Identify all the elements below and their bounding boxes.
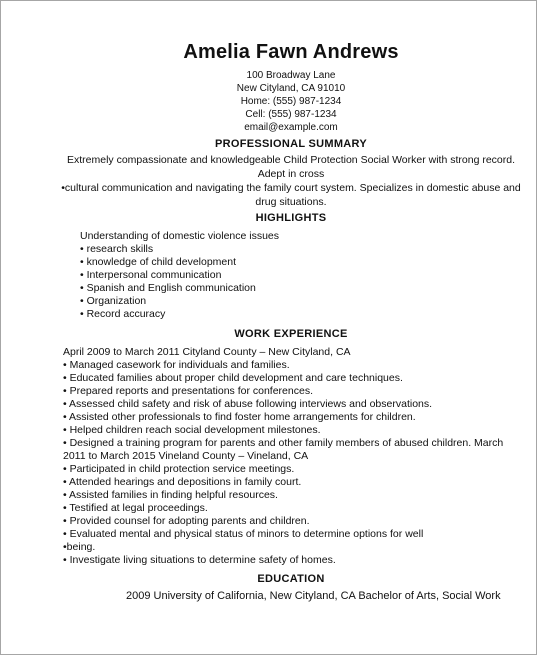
experience-line: • Testified at legal proceedings. — [63, 502, 208, 514]
highlights-heading: HIGHLIGHTS — [255, 212, 327, 224]
summary-heading: PROFESSIONAL SUMMARY — [214, 138, 368, 150]
education-heading: EDUCATION — [257, 573, 325, 585]
experience-line: • Helped children reach social development milestones. — [63, 424, 321, 436]
highlight-item: • Organization — [80, 295, 147, 307]
experience-line: • Designed a training program for parents and other family members of abused children. March — [63, 437, 504, 449]
email: email@example.com — [244, 122, 338, 133]
summary-text — [46, 153, 536, 209]
experience-line: April 2009 to March 2011 Cityland County – New Cityland, CA — [63, 346, 351, 358]
highlight-item: • research skills — [80, 243, 154, 255]
resume-name: Amelia Fawn Andrews — [183, 41, 399, 63]
cell-phone: Cell: (555) 987-1234 — [245, 109, 337, 120]
summary-line: Adept in cross — [257, 168, 325, 180]
highlight-item: • Interpersonal communication — [80, 269, 222, 281]
address-line-1: 100 Broadway Lane — [246, 70, 336, 81]
contact-block — [1, 69, 537, 134]
highlight-item: • knowledge of child development — [80, 256, 237, 268]
experience-line: • Educated families about proper child development and care techniques. — [63, 372, 403, 384]
experience-line: • Assisted families in finding helpful resources. — [63, 489, 278, 501]
education-line: 2009 University of California, New Cityland, CA Bachelor of Arts, Social Work — [126, 590, 501, 602]
experience-line: • Managed casework for individuals and families. — [63, 359, 290, 371]
summary-line: •cultural communication and navigating the family court system. Specializes in domestic abuse and — [61, 182, 521, 194]
highlight-item: • Spanish and English communication — [80, 282, 256, 294]
experience-line: • Participated in child protection service meetings. — [63, 463, 295, 475]
experience-line: • Prepared reports and presentations for conferences. — [63, 385, 313, 397]
experience-line: • Investigate living situations to determine safety of homes. — [63, 554, 336, 566]
highlights-list — [80, 230, 279, 321]
experience-line: 2011 to March 2015 Vineland County – Vineland, CA — [63, 450, 309, 462]
experience-heading: WORK EXPERIENCE — [234, 328, 348, 340]
experience-line: • Assessed child safety and risk of abuse following interviews and observations. — [63, 398, 433, 410]
experience-line: • Attended hearings and depositions in family court. — [63, 476, 302, 488]
home-phone: Home: (555) 987-1234 — [240, 96, 342, 107]
experience-list — [63, 346, 503, 567]
experience-line: • Evaluated mental and physical status of minors to determine options for well — [63, 528, 424, 540]
address-line-2: New Cityland, CA 91010 — [236, 83, 346, 94]
summary-line: drug situations. — [255, 196, 327, 208]
highlights-intro: Understanding of domestic violence issues — [80, 230, 280, 242]
experience-line: • Provided counsel for adopting parents and children. — [63, 515, 310, 527]
experience-line: •being. — [63, 541, 96, 553]
experience-line: • Assisted other professionals to find foster home arrangements for children. — [63, 411, 416, 423]
summary-line: Extremely compassionate and knowledgeable Child Protection Social Worker with strong record. — [66, 154, 516, 166]
highlight-item: • Record accuracy — [80, 308, 166, 320]
